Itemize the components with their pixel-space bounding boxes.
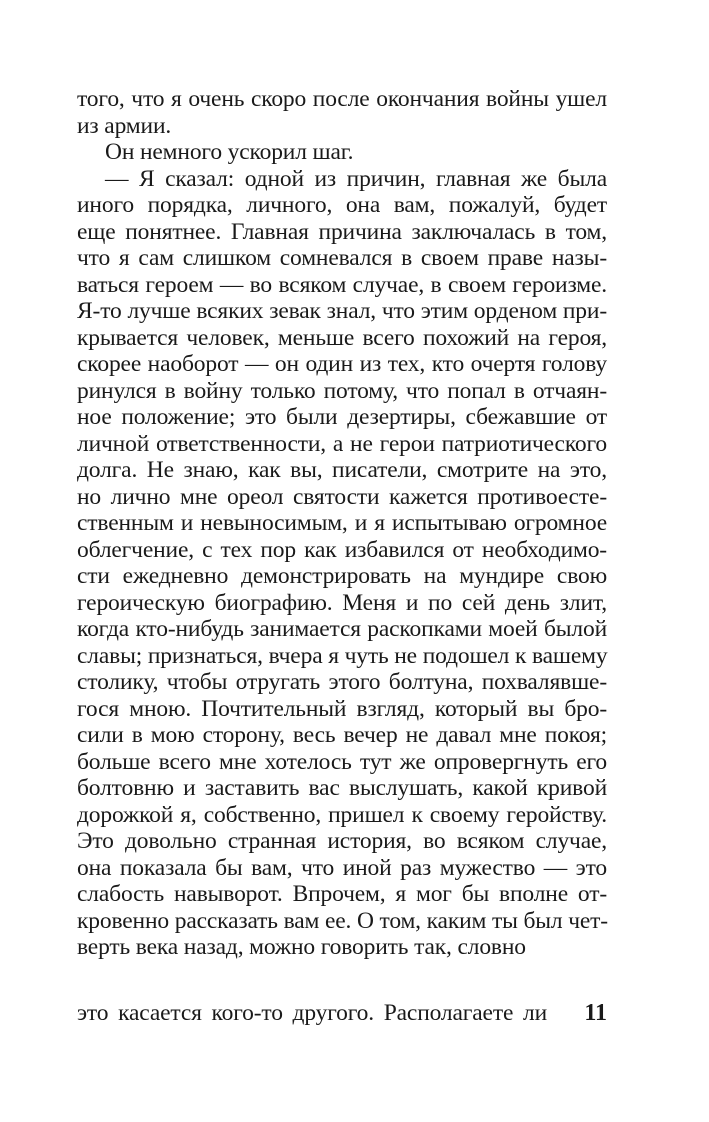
text-line: скорее наоборот — он один из тех, кто очертя голову [77,351,607,377]
text-line: она показала бы вам, что иной раз мужество — это [77,854,607,881]
text-line: славы; признаться, вчера я чуть не подошел к вашему [77,642,608,669]
text-line: Это довольно странная история, во всяком случае, [77,828,607,854]
text-line: слабость навыворот. Впрочем, я мог бы вполне от- [77,881,607,907]
text-line: верть века назад, можно говорить так, словно [77,934,526,960]
text-line: но лично мне ореол святости кажется противоесте- [77,483,607,510]
text-line: иного порядка, личного, она вам, пожалуй, будет [77,192,607,218]
text-line: сти ежедневно демонстрировать на мундире свою [77,563,607,589]
text-line: дорожкой я, собственно, пришел к своему геройству. [77,801,607,828]
text-line: ственным и невыносимым, и я испытываю огромное [77,510,607,536]
text-line: Я-то лучше всяких зевак знал, что этим орденом при- [77,298,607,324]
text-line: когда кто-нибудь занимается раскопками моей былой [77,616,607,642]
text-line: гося мною. Почтительный взгляд, который вы бро- [77,695,607,722]
text-line: столику, чтобы отругать этого болтуна, похвалявше- [77,669,607,695]
text-line: ринулся в войну только потому, что попал в отчаян- [77,377,607,404]
text-line: — Я сказал: одной из причин, главная же была [105,165,607,192]
page-footer [77,998,607,1028]
text-line: еще понятнее. Главная причина заключалась в том, [77,218,607,245]
text-line: сили в мою сторону, весь вечер не давал мне покоя; [77,722,607,748]
text-line: ное положение; это были дезертиры, сбежавшие от [77,404,607,430]
text-line: болтовню и заставить вас выслушать, какой кривой [77,775,607,801]
text-line: личной ответственности, а не герои патриотического [77,430,607,457]
text-line: ваться героем — во всяком случае, в своем героизме. [77,271,607,298]
text-line: что я сам слишком сомневался в своем праве назы- [77,245,607,271]
text-line: из армии. [77,112,172,139]
text-line: героическую биографию. Меня и по сей день злит, [77,589,607,616]
text-line: Он немного ускорил шаг. [105,139,354,165]
text-line: облегчение, с тех пор как избавился от необходимо- [77,536,607,563]
text-line: крывается человек, меньше всего похожий на героя, [77,324,607,351]
text-line: того, что я очень скоро после окончания войны ушел [77,86,607,112]
page-number: 11 [584,1000,607,1026]
body-text [77,86,607,961]
text-line: больше всего мне хотелось тут же опровергнуть его [77,748,607,775]
text-line: долга. Не знаю, как вы, писатели, смотрите на это, [77,457,607,483]
text-line: кровенно рассказать вам ее. О том, каким ты был чет- [77,907,608,934]
footer-text-line: это касается кого-то другого. Располагаете ли [77,1000,547,1026]
